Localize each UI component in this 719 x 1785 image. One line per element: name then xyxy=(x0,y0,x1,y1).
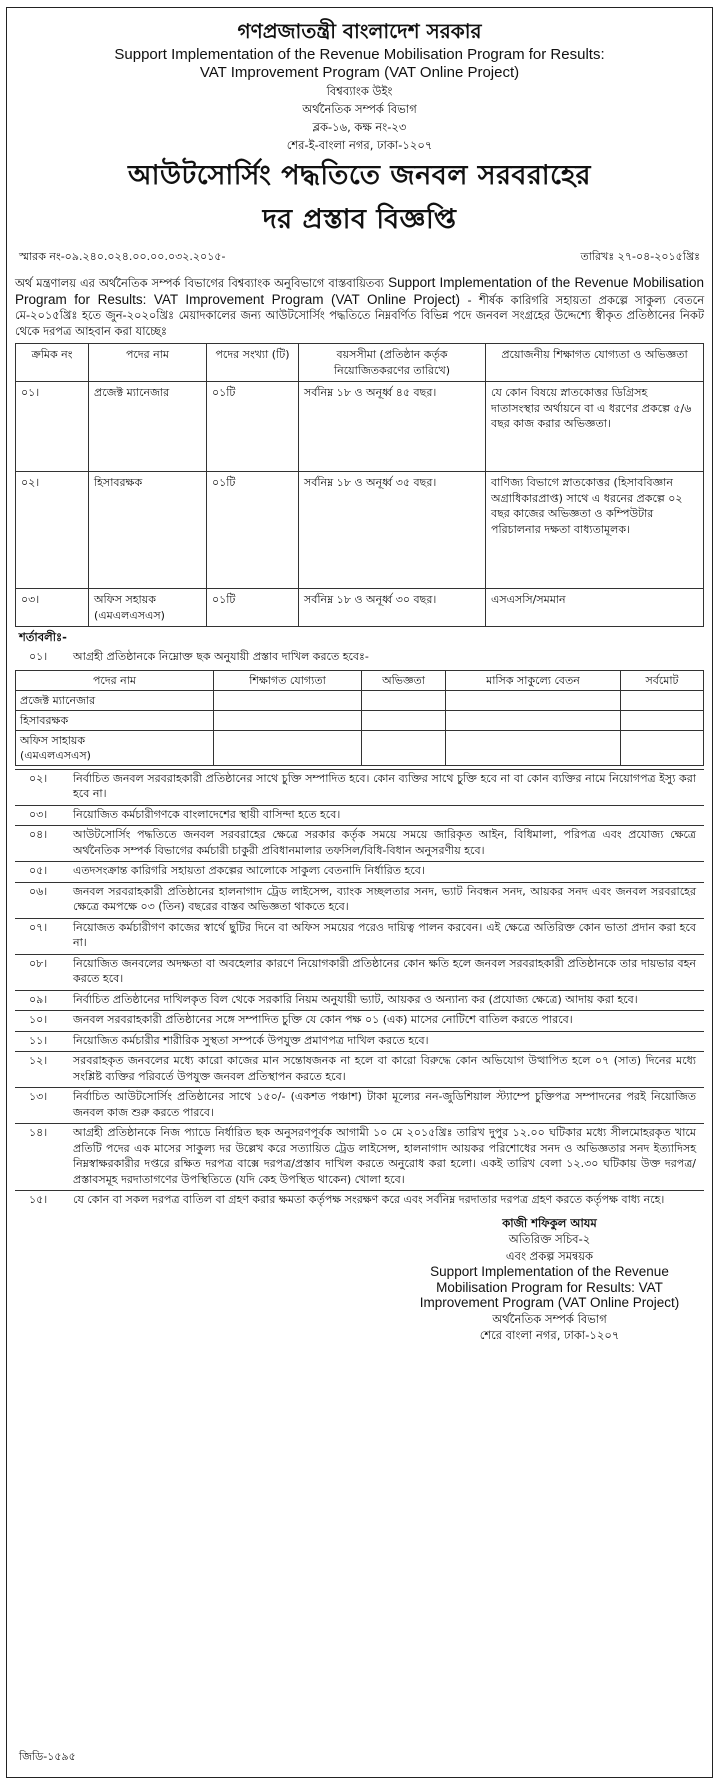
condition-number: ০৩। xyxy=(29,807,48,821)
cell-age-limit: সর্বনিম্ন ১৮ ও অনূর্ধ্ব ৩৫ বছর। xyxy=(299,472,486,589)
col-monthly-salary: মাসিক সাকুল্যে বেতন xyxy=(446,670,621,690)
division-name: অর্থনৈতিক সম্পর্ক বিভাগ xyxy=(302,102,417,116)
condition-text: আগ্রহী প্রতিষ্ঠানকে নিজ প্যাডে নির্ধারিত ছক অনুসরণপূর্বক আগামী ১০ মে ২০১৫খ্রিঃ তারিখ দুপুর ১২.০০ ঘটিকার মধ্যে সীলমোহরকৃত খামে প্রতিটি পদের এক মাসের সাকুল্য দর উল্লেখ করে সত্যায়িত ট্রেড লাইসেন্স, হালনাগাদ আয়কর পরিশোধের সনদ ও অভিজ্ঞতার সনদ ইত্যাদিসহ নিম্নস্বাক্ষরকারীর দপ্তরে রক্ষিত দরপত্র বাক্সে দরপত্র/প্রস্তাব দাখিল করতে অনুরোধ করা হলো। একই তারিখ বেলা ১২.৩০ ঘটিকায় উক্ত দরপত্র/প্রস্তাবসমূহ দরদাতাগণের উপস্থিতিতে (যদি কেহ উপস্থিত থাকেন) খোলা হবে। xyxy=(73,1126,696,1186)
condition-item xyxy=(15,825,704,861)
signature-block xyxy=(395,1215,704,1344)
condition-text: আগ্রহী প্রতিষ্ঠানকে নিম্নোক্ত ছক অনুযায়ী প্রস্তাব দাখিল করতে হবেঃ- xyxy=(73,650,369,664)
cell-serial: ০২। xyxy=(16,472,89,589)
condition-item xyxy=(15,1031,704,1052)
cell-post-name: অফিস সহায়ক (এমএলএসএস) xyxy=(89,589,207,627)
project-name-line1: Support Implementation of the Revenue Mobilisation Program for Results: xyxy=(114,46,605,63)
condition-item xyxy=(15,1123,704,1190)
condition-item xyxy=(15,1190,704,1211)
cell-post-name: হিসাবরক্ষক xyxy=(89,472,207,589)
condition-text: নিয়োজিত কর্মচারীগণকে বাংলাদেশের স্থায়ী বাসিন্দা হতে হবে। xyxy=(73,807,341,821)
cell-empty xyxy=(621,690,704,710)
condition-item xyxy=(15,769,704,805)
condition-number: ০৫। xyxy=(29,864,48,878)
col-post-name: পদের নাম xyxy=(16,670,214,690)
signatory-address: শেরে বাংলা নগর, ঢাকা-১২০৭ xyxy=(479,1328,620,1343)
cell-qualification: বাণিজ্য বিভাগে স্নাতকোত্তর (হিসাববিজ্ঞান অগ্রাধিকারপ্রাপ্ত) সাথে এ ধরনের প্রকল্পে ০২ বছর কাজের অভিজ্ঞতা ও কম্পিউটার পরিচালনার দক্ষতা বাধ্যতামূলক। xyxy=(486,472,704,589)
condition-number: ১৩। xyxy=(29,1090,48,1104)
condition-number: ১৪। xyxy=(29,1126,48,1140)
cell-post-name: প্রজেক্ট ম্যানেজার xyxy=(89,382,207,472)
table-row xyxy=(16,472,704,589)
condition-item xyxy=(15,1010,704,1031)
condition-item xyxy=(15,861,704,882)
notice-title-line2: দর প্রস্তাব বিজ্ঞপ্তি xyxy=(262,204,457,235)
intro-project-en: Support Implementation of the Revenue Mobilisation Program for Results: VAT Improvement Program (VAT Online Project) xyxy=(15,275,705,307)
condition-text: নিয়োজত কর্মচারীগণ কাজের স্বার্থে ছুটির দিনে বা অফিস সময়ের পরেও দায়িত্ব পালন করবেন। এই ক্ষেত্রে অতিরিক্ত কোন ভাতা প্রদান করা হবে না। xyxy=(73,920,696,950)
notice-page xyxy=(6,7,713,1778)
col-post-count: পদের সংখ্যা (টি) xyxy=(207,344,299,382)
intro-paragraph xyxy=(15,275,704,339)
cell-age-limit: সর্বনিম্ন ১৮ ও অনূর্ধ্ব ৩০ বছর। xyxy=(299,589,486,627)
cell-post-name: প্রজেক্ট ম্যানেজার xyxy=(16,690,214,710)
condition-number: ১১। xyxy=(29,1033,48,1047)
memo-row xyxy=(15,248,704,267)
conditions-list xyxy=(15,769,704,1211)
condition-text: নিয়োজিত কর্মচারীর শারীরিক সুস্থতা সম্পর্কে উপযুক্ত প্রমাণপত্র দাখিল করতে হবে। xyxy=(73,1033,429,1047)
condition-text: নির্বাচিত জনবল সরবরাহকারী প্রতিষ্ঠানের সাথে চুক্তি সম্পাদিত হবে। কোন ব্যক্তির সাথে চুক্তি হবে না বা কোন ব্যক্তির নামে নিয়োগপত্র ইস্যু করা হবে না। xyxy=(73,771,696,801)
wing-name: বিশ্বব্যাংক উইং xyxy=(326,84,393,98)
project-name-line2: VAT Improvement Program (VAT Online Project) xyxy=(199,64,520,81)
intro-part1: অর্থ মন্ত্রণালয় এর অর্থনৈতিক সম্পর্ক বিভাগের বিশ্বব্যাংক অনুবিভাগে বাস্তবায়িতব্য xyxy=(15,276,384,290)
condition-text: নির্বাচিত আউটসোর্সিং প্রতিষ্ঠানের সাথে ১৫০/- (একশত পঞ্চাশ) টাকা মূল্যের নন-জুডিশিয়াল স্ট্যাম্পে চুক্তিপত্র সম্পাদনের পরই নিয়োজিত জনবল কাজ শুরু করতে পারবে। xyxy=(73,1090,696,1119)
condition-text: সরবরাহকৃত জনবলের মধ্যে কারো কাজের মান সন্তোষজনক না হলে বা কারো বিরুদ্ধে কোন অভিযোগ উত্থাপিত হলে ০৭ (সাত) দিনের মধ্যে সংশ্লিষ্ট ব্যক্তির পরিবর্তে উপযুক্ত জনবল প্রতিস্থাপন করতে হবে। xyxy=(73,1054,696,1083)
condition-number: ০৪। xyxy=(29,828,48,842)
col-post-name: পদের নাম xyxy=(89,344,207,382)
condition-item xyxy=(15,882,704,918)
condition-text: যে কোন বা সকল দরপত্র বাতিল বা গ্রহণ করার ক্ষমতা কর্তৃপক্ষ সংরক্ষণ করে এবং সর্বনিম্ন দরদাতার দরপত্র গ্রহণ করতে কর্তৃপক্ষ বাধ্য নহে। xyxy=(73,1193,665,1207)
conditions-title: শর্তাবলীঃ- xyxy=(19,630,67,645)
cell-post-count: ০১টি xyxy=(207,382,299,472)
notice-title-line1: আউটসোর্সিং পদ্ধতিতে জনবল সরবরাহের xyxy=(127,160,592,191)
condition-item xyxy=(15,918,704,954)
col-education: শিক্ষাগত যোগ্যতা xyxy=(214,670,362,690)
condition-number: ০৬। xyxy=(29,884,48,898)
cell-age-limit: সর্বনিম্ন ১৮ ও অনূর্ধ্ব ৪৫ বছর। xyxy=(299,382,486,472)
cell-empty xyxy=(446,730,621,765)
condition-number: ১২। xyxy=(29,1054,48,1068)
condition-number: ০১। xyxy=(29,650,48,664)
intro-part2: - শীর্ষক কারিগরি সহায়তা প্রকল্পে সাকুল্য বেতনে মে-২০১৫খ্রিঃ হতে জুন-২০২০খ্রিঃ মেয়াদকালের জন্য আউটসোর্সিং পদ্ধতিতে নিম্নবর্ণিত বিভিন্ন পদে জনবল সংগ্রহের উদ্দেশ্যে স্বীকৃত প্রতিষ্ঠানের নিকট থেকে দরপত্র আহবান করা যাচ্ছেঃ xyxy=(15,292,704,338)
condition-item xyxy=(15,1051,704,1087)
col-experience: অভিজ্ঞতা xyxy=(362,670,446,690)
memo-date: তারিখঃ ২৭-০৪-২০১৫খ্রিঃ xyxy=(580,250,700,263)
condition-number: ০২। xyxy=(29,771,48,785)
table-row xyxy=(16,589,704,627)
condition-number: ০৮। xyxy=(29,956,48,970)
table-row xyxy=(16,690,704,710)
condition-item xyxy=(15,990,704,1011)
cell-post-count: ০১টি xyxy=(207,589,299,627)
condition-item xyxy=(15,954,704,990)
proposal-table-header xyxy=(16,670,704,690)
signatory-project-line1: Support Implementation of the Revenue xyxy=(430,1264,669,1280)
signatory-project-line2: Mobilisation Program for Results: VAT xyxy=(436,1279,663,1295)
table-row xyxy=(16,710,704,730)
cell-empty xyxy=(214,710,362,730)
block-room: ব্লক-১৬, কক্ষ নং-২৩ xyxy=(312,120,407,134)
signatory-designation: অতিরিক্ত সচিব-২ xyxy=(508,1232,591,1247)
cell-empty xyxy=(621,730,704,765)
cell-empty xyxy=(446,710,621,730)
posts-table-header xyxy=(16,344,704,382)
condition-text: নিয়োজিত জনবলের অদক্ষতা বা অবহেলার কারণে নিয়োগকারী প্রতিষ্ঠানের কোন ক্ষতি হলে জনবল সরবরাহকারী প্রতিষ্ঠানকে তার দায়ভার বহন করতে হবে। xyxy=(73,956,696,986)
cell-serial: ০১। xyxy=(16,382,89,472)
condition-item xyxy=(15,648,704,668)
condition-text: জনবল সরবরাহকারী প্রতিষ্ঠানের সঙ্গে সম্পাদিত চুক্তি যে কোন পক্ষ ০১ (এক) মাসের নোটিশে বাতিল করতে পারবে। xyxy=(73,1013,573,1027)
posts-table xyxy=(15,343,704,627)
condition-item xyxy=(15,805,704,826)
cell-qualification: এসএসসি/সমমান xyxy=(486,589,704,627)
cell-serial: ০৩। xyxy=(16,589,89,627)
cell-empty xyxy=(446,690,621,710)
cell-empty xyxy=(621,710,704,730)
office-address: শের-ই-বাংলা নগর, ঢাকা-১২০৭ xyxy=(286,138,433,152)
cell-post-name: হিসাবরক্ষক xyxy=(16,710,214,730)
header xyxy=(15,16,704,242)
cell-post-count: ০১টি xyxy=(207,472,299,589)
condition-number: ০৯। xyxy=(29,992,48,1006)
col-total: সর্বমোট xyxy=(621,670,704,690)
signatory-name: কাজী শফিকুল আযম xyxy=(502,1215,597,1230)
condition-text: এতদসংক্রান্ত কারিগরি সহায়তা প্রকল্পের আলোকে সাকুল্য বেতনাদি নির্ধারিত হবে। xyxy=(73,864,425,878)
cell-post-name: অফিস সাহায়ক (এমএলএসএস) xyxy=(16,730,214,765)
col-age-limit: বয়সসীমা (প্রতিষ্ঠান কর্তৃক নিয়োজিতকরণের তারিখে) xyxy=(299,344,486,382)
cell-empty xyxy=(362,690,446,710)
condition-text: জনবল সরবরাহকারী প্রতিষ্ঠানের হালনাগাদ ট্রেড লাইসেন্স, ব্যাংক সচ্ছলতার সনদ, ভ্যাট নিবন্ধন সনদ, আয়কর সনদ এবং জনবল সরবরাহের ক্ষেত্রে কমপক্ষে ০৩ (তিন) বছরের বাস্তব অভিজ্ঞতা থাকতে হবে। xyxy=(73,884,696,914)
cell-empty xyxy=(214,730,362,765)
condition-text: আউটসোর্সিং পদ্ধতিতে জনবল সরবরাহের ক্ষেত্রে সরকার কর্তৃক সময়ে সময়ে জারিকৃত আইন, বিধিমালা, পরিপত্র এবং প্রযোজ্য ক্ষেত্রে অর্থনৈতিক সম্পর্ক বিভাগের কর্মচারী চাকুরী প্রবিধানমালার তফসিল/বিধি-বিধান অনুসরণীয় হবে। xyxy=(73,828,696,857)
memo-number: স্মারক নং-০৯.২৪০.০২৪.০০.০০.০৩২.২০১৫- xyxy=(19,250,226,263)
table-row xyxy=(16,730,704,765)
condition-item xyxy=(15,1087,704,1123)
signatory-role: এবং প্রকল্প সমন্বয়ক xyxy=(505,1248,594,1263)
condition-number: ১৫। xyxy=(29,1193,48,1207)
government-heading: গণপ্রজাতন্ত্রী বাংলাদেশ সরকার xyxy=(237,19,482,43)
gd-number: জিডি-১৫৯৫ xyxy=(19,1750,76,1763)
cell-qualification: যে কোন বিষয়ে স্নাতকোত্তর ডিগ্রিসহ দাতাসংস্থার অর্থায়নে বা এ ধরণের প্রকল্পে ৫/৬ বছর কাজ করার অভিজ্ঞতা। xyxy=(486,382,704,472)
signatory-division: অর্থনৈতিক সম্পর্ক বিভাগ xyxy=(492,1311,607,1326)
condition-number: ১০। xyxy=(29,1013,48,1027)
cell-empty xyxy=(362,730,446,765)
col-serial: ক্রমিক নং xyxy=(16,344,89,382)
condition-text: নির্বাচিত প্রতিষ্ঠানের দাখিলকৃত বিল থেকে সরকারি নিয়ম অনুযায়ী ভ্যাট, আয়কর ও অন্যান্য কর (প্রযোজ্য ক্ষেত্রে) আদায় করা হবে। xyxy=(73,992,638,1006)
col-qualification: প্রয়োজনীয় শিক্ষাগত যোগ্যতা ও অভিজ্ঞতা xyxy=(486,344,704,382)
cell-empty xyxy=(362,710,446,730)
proposal-table xyxy=(15,670,704,766)
condition-number: ০৭। xyxy=(29,920,48,934)
cell-empty xyxy=(214,690,362,710)
signatory-project-line3: Improvement Program (VAT Online Project) xyxy=(419,1295,680,1311)
table-row xyxy=(16,382,704,472)
